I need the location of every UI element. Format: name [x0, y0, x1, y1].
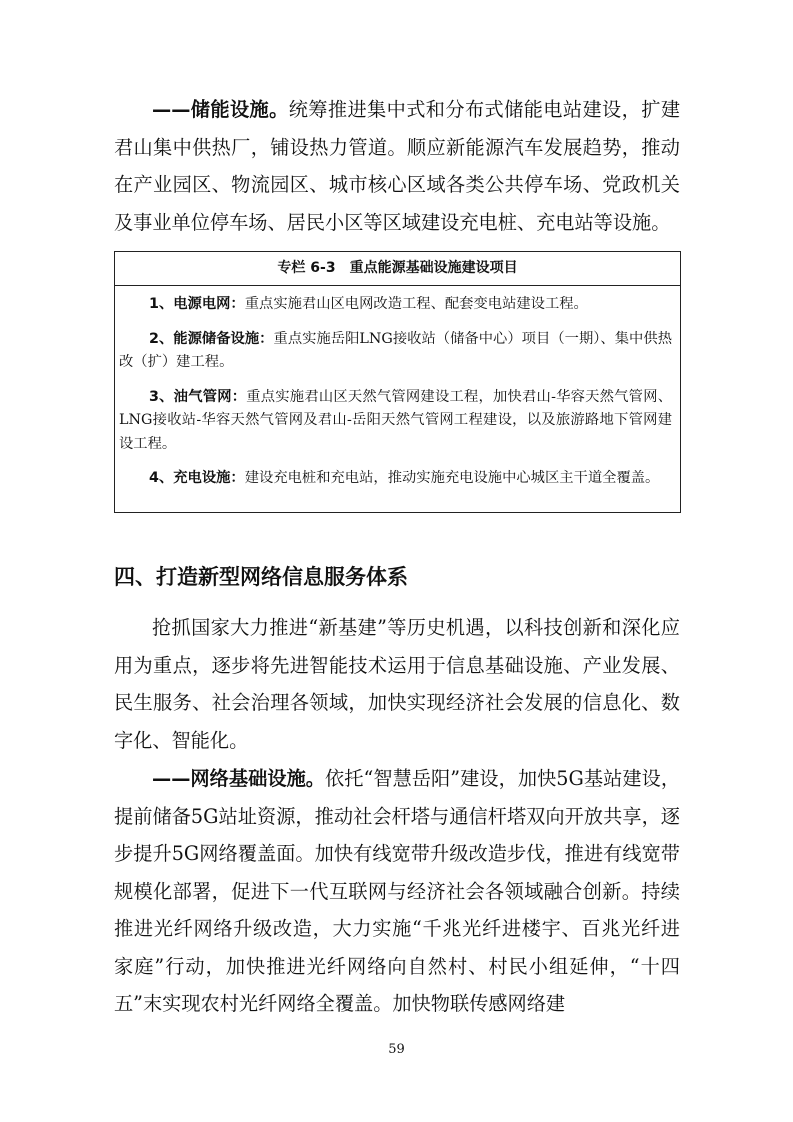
- page-number: 59: [388, 1042, 405, 1057]
- box-item-text: 建设充电桩和充电站，推动实施充电设施中心城区主干道全覆盖。: [244, 470, 660, 486]
- network-lead: ——网络基础设施。: [152, 767, 326, 790]
- network-paragraph: [114, 760, 680, 1023]
- box-item-power-grid: [115, 293, 680, 317]
- box-item-lead: 3、油气管网：: [149, 388, 247, 405]
- box-item-energy-storage: [115, 328, 680, 375]
- storage-text: 统筹推进集中式和分布式储能电站建设，扩建君山集中供热厂，铺设热力管道。顺应新能源汽车发展趋势，推动在产业园区、物流园区、城市核心区域各类公共停车场、党政机关及事业单位停车场、居民小区等区域建设充电桩、充电站等设施。: [114, 98, 681, 234]
- box-title: 专栏 6-3 重点能源基础设施建设项目: [115, 252, 680, 286]
- box-body: [115, 286, 680, 491]
- storage-lead: ——储能设施。: [152, 98, 289, 121]
- box-item-lead: 4、充电设施：: [149, 470, 245, 486]
- intro-paragraph: 抢抓国家大力推进“新基建”等历史机遇，以科技创新和深化应用为重点，逐步将先进智能技术运用于信息基础设施、产业发展、民生服务、社会治理各领域，加快实现经济社会发展的信息化、数字化、智能化。: [114, 616, 680, 752]
- box-item-lead: 2、能源储备设施：: [149, 330, 274, 347]
- network-text: 依托“智慧岳阳”建设，加快5G基站建设，提前储备5G站址资源，推动社会杆塔与通信杆塔双向开放共享，逐步提升5G网络覆盖面。加快有线宽带升级改造步伐，推进有线宽带规模化部署，促进下一代互联网与经济社会各领域融合创新。持续推进光纤网络升级改造，大力实施“千兆光纤进楼宇、百兆光纤进家庭”行动，加快推进光纤网络向自然村、村民小组延伸，“十四五”末实现农村光纤网络全覆盖。加快物联传感网络建: [114, 767, 681, 1015]
- box-item-text: 重点实施岳阳LNG接收站（储备中心）项目（一期）、集中供热改（扩）建工程。: [119, 330, 672, 370]
- box-item-charging: [115, 467, 680, 491]
- box-item-text: 重点实施君山区天然气管网建设工程，加快君山-华容天然气管网、LNG接收站-华容天然气管网及君山-岳阳天然气管网工程建设，以及旅游路地下管网建设工程。: [119, 388, 673, 452]
- project-box: [114, 251, 681, 513]
- box-item-lead: 1、电源电网：: [149, 296, 245, 312]
- storage-paragraph: [114, 91, 680, 241]
- section-heading: 四、打造新型网络信息服务体系: [114, 565, 408, 589]
- box-item-oil-gas-pipeline: [115, 386, 680, 457]
- box-item-text: 重点实施君山区电网改造工程、配套变电站建设工程。: [244, 296, 588, 312]
